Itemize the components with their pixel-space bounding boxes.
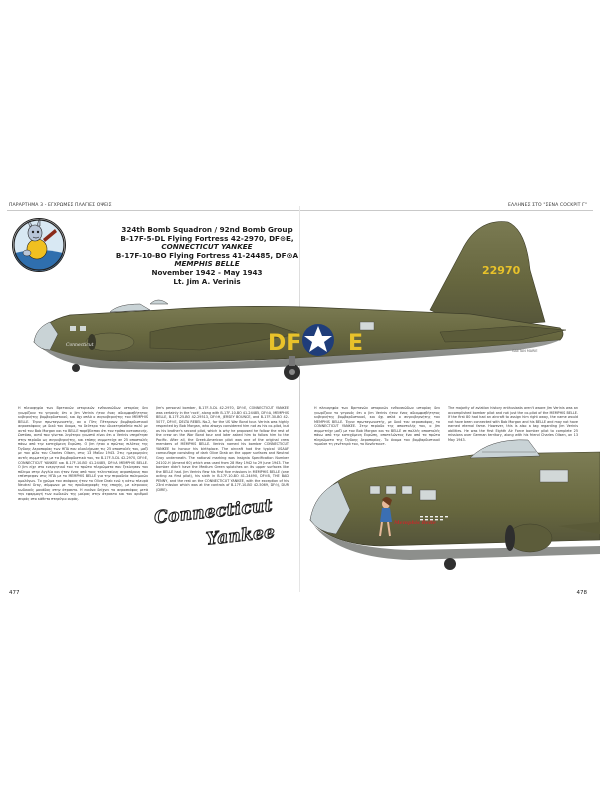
body-text-english-right: The majority of aviation history enthusiasts aren't aware Jim Verinis was an accomplished bomber pilot and not just the co-pilot of the MEMPHIS BELLE. If the first 80 had had an aircraft to assign him right away, the name would not have been connected with Bob Morgan and his BELLE and may not have earned eternal fame. However, this is also a tag regarding Jim Verinis abilities. He was the first Eighth Air Force bomber pilot to complete 25 missions over German territory, along with his friend Charles Ollsen, on 13 May 1943. (448, 406, 578, 442)
logo-line-2: Yankee (205, 522, 277, 550)
logo-line-1: Connecticut (153, 495, 274, 529)
page-number-left: 477 (9, 590, 20, 596)
artist-signature: GAETAN MARIE (512, 349, 538, 353)
squadron-code: DF (268, 331, 302, 356)
running-header-left: ΠΑΡΑΡΤΗΜΑ 3 - ΕΓΧΡΩΜΕΣ ΠΛΑΓΙΕΣ ΟΨΕΙΣ (9, 203, 112, 208)
connecticut-yankee-logo (152, 495, 282, 560)
running-header-right: ΕΛΛΗΝΕΣ ΣΤΟ "ΣΕΝΑ COCKPIT Γ" (508, 203, 587, 208)
caption-name-2: MEMPHIS BELLE (174, 259, 240, 269)
b17-side-profile (0, 210, 600, 380)
aircraft-letter: E (348, 331, 364, 356)
caption-pilot: Lt. Jim A. Verinis (173, 276, 241, 286)
memphis-belle-nose-detail (300, 430, 600, 575)
page-number-right: 478 (576, 590, 587, 596)
body-text-greek-right: Η πλειοψηφία των Βρετανών ιστορικών ενθουσιώδων ιστορίας δεν γνωρίζουν το γεγονός ότι ο Jim Verinis ήταν ένας αδιαμφισβήτητος κυβερνήτης βομβαρδιστικού, και όχι απλά ο συγκυβερνήτης του MEMPHIS BELLE. Έγινε πρωταγωνιστής, με δικό του αεροσκάφος, το CONNECTICUT YANKEE. Στην περίοδο της αποστολής του, ο Jim συμμετείχε μαζί με τον Bob Morgan και το BELLE σε πολλές αποστολές πάνω από την κατεχόμενη Ευρώπη, αποτελώντας ένα από τα πρώτα πληρώματα της Όγδοης Αεροπορίας. Το όνομα του βομβαρδιστικού τιμούσε τη γενέτειρά του, το Κονέκτικατ. (314, 406, 440, 447)
caption-dates: November 1942 - May 1943 (151, 267, 263, 277)
body-text-english-left: Jim's personal bomber, B-17F-5-DL 42-2970, DF⊙E, CONNECTICUT YANKEE was certainly in the 'rock', along with B-17F-10-BO 41-24485, DF⊙A, MEMPHIS BELLE, B-17F-25-BO 42-29513, DF⊙H, JERSEY BOUNCE, and B-17F-30-BO 42-5077, DF⊙E, DELTA REBEL No.2, for the US War Bond tour. Verinis was highly respected by Bob Morgan, who always considered him not as his co-pilot, but as his brother's second pilot, which is why he proposed he follow the rest of the crew on the War Bond tour and later asked him to follow him to the Pacific. After all, the Greek-American pilot was one of the original crew members of MEMPHIS BELLE. Verinis named his bomber CONNECTICUT YANKEE to honour his birthplace. The aircraft had the typical USAAF camouflage consisting of dark Olive Drab on the upper surfaces and Neutral Gray underneath. The national marking was Insignia Specification Number 24102-H (Amend 60) which was used from 28 May 1942 to 29 June 1943. The bomber didn't have the Medium Green splotches on its upper surfaces like the BELLE had. Jim Verinis flew his first five missions in MEMPHIS BELLE (one acting as first pilot), his sixth in B-17F-10-BO 41-24490, DF⊙B, THE BAD PENNY, and the rest on the CONNECTICUT YANKEE, with the exception of his 23rd mission which was at the controls of B-17F-10-BO 42-5069, DF⊙J, DUR (DIRE). (156, 406, 289, 492)
caption-name-1: CONNECTICUT YANKEE (161, 242, 253, 252)
nose-name-text: Connecticut (66, 343, 94, 348)
nose-art-name: Memphis Belle (394, 520, 436, 526)
body-text-greek-left: Η πλειοψηφία των Βρετανών ιστορικών ενθουσιώδων ιστορίας δεν γνωρίζουν το γεγονός ότι ο Jim Verinis ήταν ένας αδιαμφισβήτητος κυβερνήτης βομβαρδιστικού, και όχι απλά ο συγκυβερνήτης του MEMPHIS BELLE. Έγινε πρωταγωνιστής, αν ο Πίτς Πέτερσων βομβαρδιστικού αεροσκάφους με δικό του όνομα, το δεύτερο του ιδιοκτησίαθεία πολύ με αυτό του Bob Morgan και το BELLE παρέβλεπαν ότι τον τρόπο κατασκευής. Ωστόσο, αυτό που γίνεται λιγότερο γνωστό είναι ότι ο Verinis υπηρέτησε στην περίοδο ως συγκυβερνήτης, και επίσης συμμετείχε σε 25 αποστολές πάνω από την κατεχόμενη Ευρώπη. Ο Jim ήταν ο πρώτος πιλότος της Όγδοης Αεροπορίας των ΗΠΑ που ολοκλήρωσε τις 25 αποστολές του, μαζί με τον φίλο του Charles Ollsen, στις 13 Μαΐου 1943. Στις ημερομηνίες αυτές συμμετείχε με τα βομβαρδιστικά του, τα B-17F-5-DL 42-2970, DF⊙E, CONNECTICUT YANKEE και B-17F-10-BO 41-24485, DF⊙A MEMPHIS BELLE. Ο Jim είχε στο ενεργητικό του τα πρώτα πληρώματα που ξεκίνησαν τον πόλεμο στην Αγγλία και ήταν ένας από τους τελευταίους αεροπόρους που επέστρεψαν στις ΗΠΑ με το MEMPHIS BELLE για την περιοδεία πολεμικών ομολόγων. Το χρώμα του σκάφους ήταν το Olive Drab ενώ η κάτω πλευρά Neutral Gray, σύμφωνα με τις προδιαγραφές της εποχής, με κίτρινους κωδικούς μονάδας στην άτρακτο. Η εικόνα δείχνει το αεροσκάφος μετά την εφαρμογή των κωδικών της μοίρας στην άτρακτο και του αριθμού σειράς στο κάθετο πτερύγιο ουράς. (18, 406, 148, 501)
caption-aircraft-1: B-17F-5-DL Flying Fortress 42-2970, DF⊙E, (120, 233, 294, 243)
caption-squadron: 324th Bomb Squadron / 92nd Bomb Group (121, 225, 293, 234)
caption-aircraft-2: B-17F-10-BO Flying Fortress 41-24485, DF⊙A (115, 250, 299, 260)
tail-serial: 22970 (482, 264, 521, 277)
